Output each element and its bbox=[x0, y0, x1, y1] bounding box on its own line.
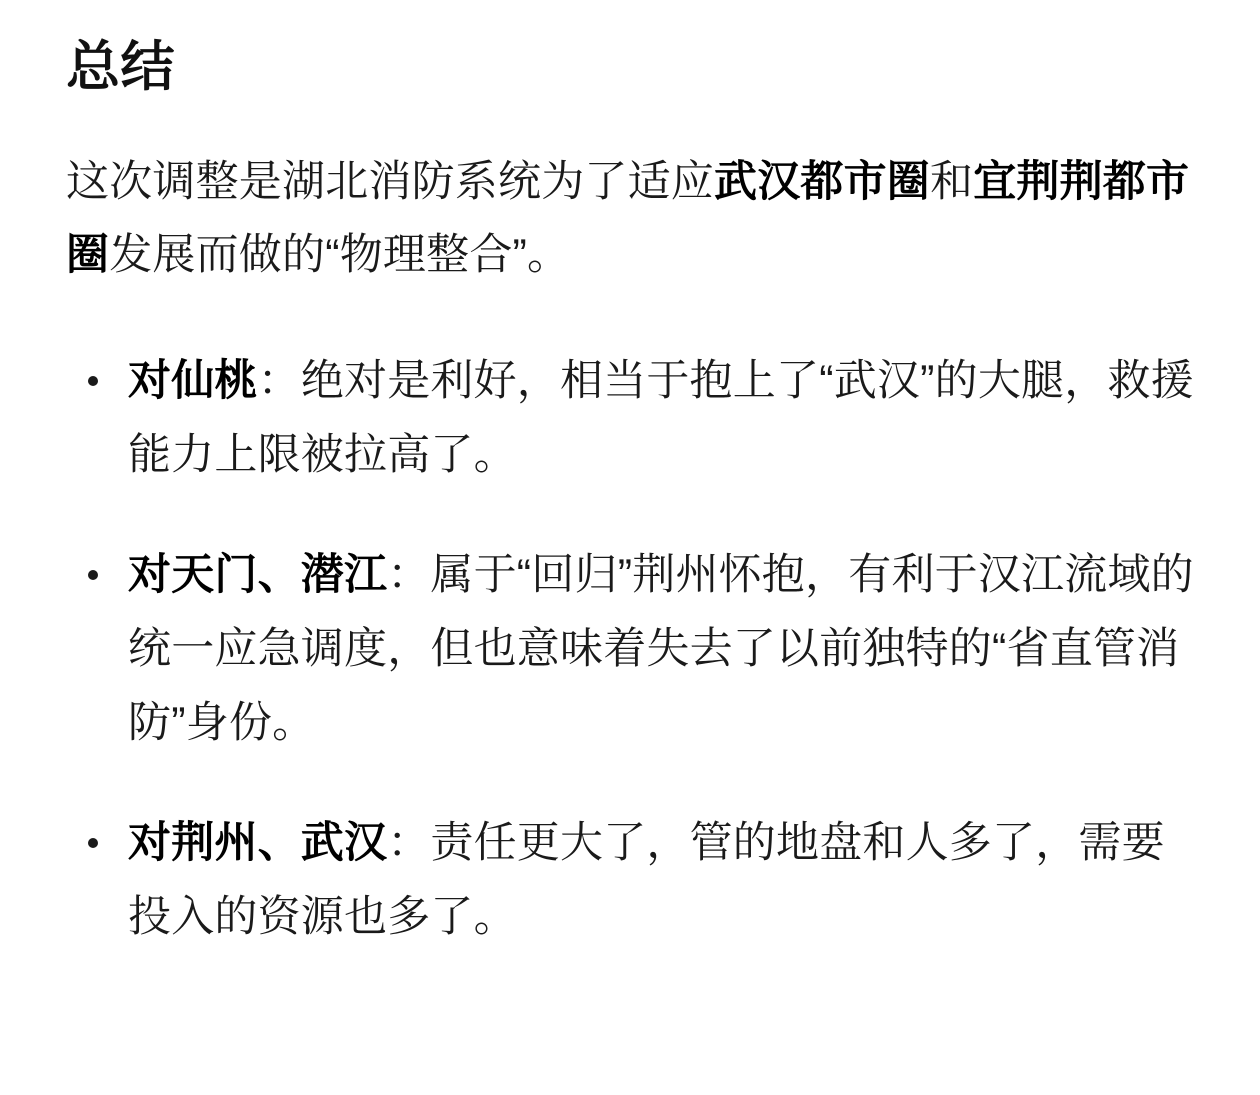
lead-emphasis-2: 宜荆荆都市圈 bbox=[66, 157, 1190, 280]
list-item-separator: ： bbox=[387, 819, 431, 868]
page-title: 总结 bbox=[66, 37, 175, 97]
bullet-dot-icon bbox=[88, 570, 98, 580]
lead-paragraph bbox=[66, 146, 1194, 294]
list-item-label: 对天门、潜江 bbox=[128, 551, 388, 600]
list-item bbox=[66, 807, 1194, 955]
lead-text-part-3: 发展而做的“物理整合”。 bbox=[109, 231, 571, 280]
list-item-label: 对仙桃 bbox=[128, 357, 258, 406]
lead-emphasis-1: 武汉都市圈 bbox=[714, 157, 930, 206]
list-item-label: 对荆州、武汉 bbox=[128, 819, 388, 868]
bullet-dot-icon bbox=[88, 376, 98, 386]
summary-bullet-list bbox=[66, 345, 1194, 955]
list-item-separator: ： bbox=[387, 551, 431, 600]
lead-text-part-2: 和 bbox=[930, 157, 974, 206]
list-item bbox=[66, 539, 1194, 761]
list-item-text: 属于“回归”荆州怀抱，有利于汉江流域的统一应急调度，但也意味着失去了以前独特的“省直管消防”身份。 bbox=[128, 551, 1194, 748]
list-item-text: 绝对是利好，相当于抱上了“武汉”的大腿，救援能力上限被拉高了。 bbox=[128, 357, 1194, 480]
list-item-text: 责任更大了，管的地盘和人多了，需要投入的资源也多了。 bbox=[128, 819, 1165, 942]
lead-text-part-1: 这次调整是湖北消防系统为了适应 bbox=[66, 157, 714, 206]
bullet-dot-icon bbox=[88, 838, 98, 848]
list-item-separator: ： bbox=[257, 357, 301, 406]
list-item bbox=[66, 345, 1194, 493]
